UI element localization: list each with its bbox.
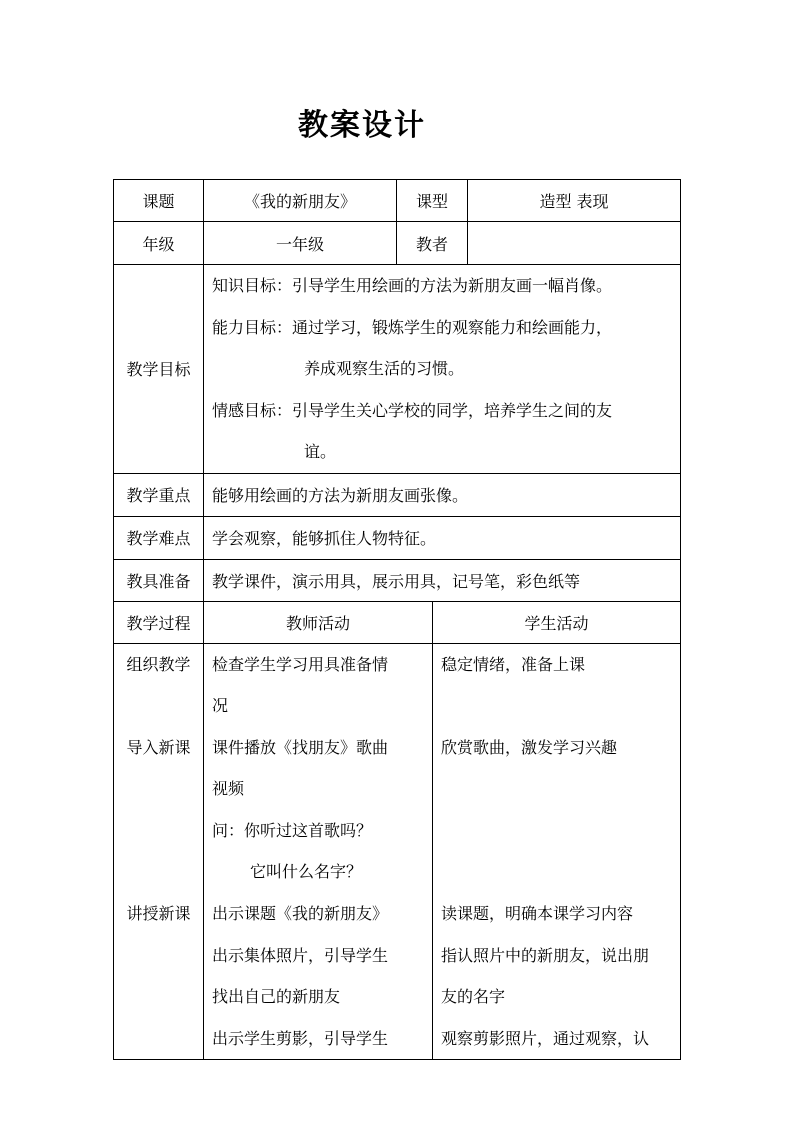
- objectives-label: 教学目标: [114, 265, 204, 474]
- objective-line: 谊。: [304, 442, 337, 461]
- teacher-activity-line: 出示集体照片，引导学生: [212, 945, 389, 965]
- stage-label: [114, 851, 203, 893]
- student-activity-line: [441, 768, 680, 810]
- objectives-content: [204, 265, 681, 474]
- process-label: 教学过程: [114, 601, 204, 643]
- materials-value: 教学课件，演示用具，展示用具，记号笔，彩色纸等: [204, 559, 681, 601]
- stage-label: 导入新课: [126, 737, 191, 757]
- teacher-activity-line: 检查学生学习用具准备情: [212, 654, 389, 674]
- stage-label: [114, 935, 203, 977]
- student-activity-line: [441, 810, 680, 852]
- teacher-activity-line: 找出自己的新朋友: [212, 987, 341, 1007]
- teacher-activity-line: 视频: [212, 779, 245, 799]
- teacher-activity-line: 出示学生剪影，引导学生: [212, 1028, 389, 1048]
- objective-line: 情感目标：引导学生关心学校的同学，培养学生之间的友: [212, 400, 613, 420]
- student-activity-line: 观察剪影照片，通过观察，认: [441, 1028, 650, 1048]
- topic-value: 《我的新朋友》: [204, 180, 397, 222]
- teacher-label: 教者: [397, 222, 468, 265]
- key-points-label: 教学重点: [114, 473, 204, 516]
- type-value: 造型 表现: [468, 180, 681, 222]
- topic-label: 课题: [114, 180, 204, 222]
- stage-label: [114, 1018, 203, 1060]
- type-label: 课型: [397, 180, 468, 222]
- stage-label: 讲授新课: [126, 904, 191, 924]
- grade-value: 一年级: [204, 222, 397, 265]
- teacher-activity-line: 问：你听过这首歌吗？: [212, 820, 373, 840]
- stage-label: [114, 810, 203, 852]
- objective-line: 能力目标：通过学习，锻炼学生的观察能力和绘画能力，: [212, 317, 613, 337]
- materials-label: 教具准备: [114, 559, 204, 601]
- student-activity-line: 友的名字: [441, 987, 506, 1007]
- student-activity-line: [441, 685, 680, 727]
- student-activity-line: 指认照片中的新朋友，说出朋: [441, 945, 650, 965]
- stage-label: [114, 976, 203, 1018]
- student-activity-line: 欣赏歌曲，激发学习兴趣: [441, 737, 618, 757]
- grade-label: 年级: [114, 222, 204, 265]
- student-activity-line: 读课题，明确本课学习内容: [441, 904, 634, 924]
- page-title: 教案设计: [298, 108, 426, 143]
- objective-line: 养成观察生活的习惯。: [304, 359, 465, 378]
- student-activity-line: [441, 851, 680, 893]
- stage-label: 组织教学: [126, 654, 191, 674]
- difficulties-label: 教学难点: [114, 516, 204, 559]
- teacher-activity-line: 它叫什么名字？: [250, 862, 363, 882]
- teacher-value: [468, 222, 681, 265]
- teacher-activity-line: 出示课题《我的新朋友》: [212, 904, 389, 924]
- teacher-activity-line: 课件播放《找朋友》歌曲: [212, 737, 389, 757]
- lesson-plan-table: [113, 179, 681, 1060]
- teacher-activity-header: 教师活动: [204, 601, 433, 643]
- teacher-activity-line: 况: [212, 696, 229, 716]
- student-activity-line: 稳定情绪，准备上课: [441, 654, 586, 674]
- objective-line: 知识目标：引导学生用绘画的方法为新朋友画一幅肖像。: [212, 276, 613, 295]
- student-activity-column: [433, 643, 681, 1060]
- stage-label: [114, 768, 203, 810]
- stage-column: [114, 643, 204, 1060]
- teacher-activity-column: [204, 643, 433, 1060]
- student-activity-header: 学生活动: [433, 601, 681, 643]
- key-points-value: 能够用绘画的方法为新朋友画张像。: [204, 473, 681, 516]
- stage-label: [114, 685, 203, 727]
- difficulties-value: 学会观察，能够抓住人物特征。: [204, 516, 681, 559]
